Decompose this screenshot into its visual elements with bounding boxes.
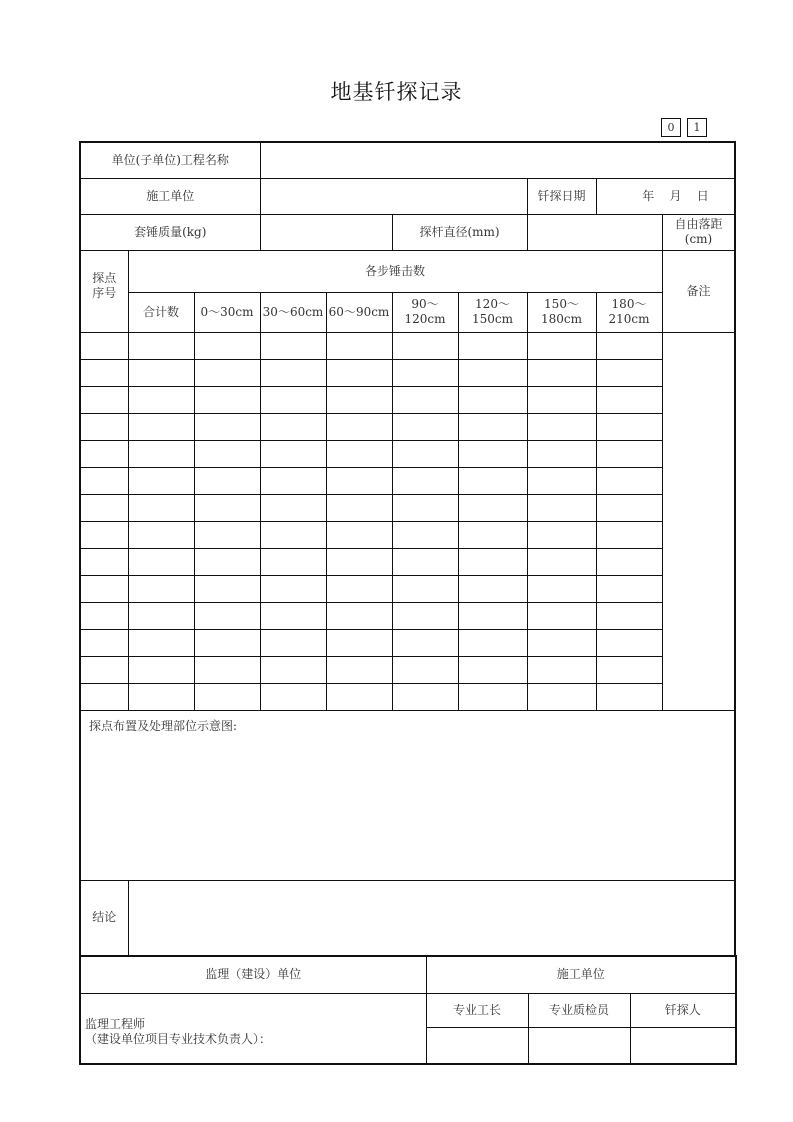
remark-field[interactable] [662, 332, 735, 710]
form-code-digit: 0 [661, 118, 681, 137]
table-row [80, 575, 735, 602]
table-row [80, 386, 735, 413]
column-header [194, 292, 260, 332]
column-header [326, 292, 392, 332]
blow-count-cell[interactable] [596, 467, 662, 494]
blow-count-cell[interactable] [458, 521, 527, 548]
blow-count-cell[interactable] [458, 440, 527, 467]
point-no-cell[interactable] [80, 386, 128, 413]
blow-count-cell[interactable] [260, 548, 326, 575]
blow-count-cell[interactable] [128, 440, 194, 467]
blows-group-header: 各步锤击数 [128, 250, 662, 292]
column-header-line2: 150cm [471, 312, 513, 326]
data-rows [80, 332, 735, 710]
blow-count-cell[interactable] [527, 629, 596, 656]
blow-count-cell[interactable] [260, 413, 326, 440]
column-header-line2: 180cm [540, 312, 582, 326]
blow-count-cell[interactable] [596, 386, 662, 413]
form-code-digit: 1 [687, 118, 707, 137]
blow-count-cell[interactable] [194, 494, 260, 521]
blow-count-cell[interactable] [194, 548, 260, 575]
blow-count-cell[interactable] [194, 683, 260, 710]
blow-count-cell[interactable] [260, 332, 326, 359]
date-year: 年 [642, 188, 655, 203]
date-month: 月 [669, 188, 682, 203]
blow-count-cell[interactable] [128, 548, 194, 575]
blow-count-cell[interactable] [326, 629, 392, 656]
blow-count-cell[interactable] [194, 467, 260, 494]
blow-count-cell[interactable] [128, 602, 194, 629]
supervisor-subtitle: （建设单位项目专业技术负责人）： [85, 1032, 272, 1047]
blow-count-cell[interactable] [458, 413, 527, 440]
point-no-header [80, 250, 128, 332]
column-header-line2: 210cm [608, 312, 650, 326]
blow-count-cell[interactable] [128, 413, 194, 440]
blow-count-cell[interactable] [194, 656, 260, 683]
blow-count-cell[interactable] [260, 602, 326, 629]
point-no-cell[interactable] [80, 359, 128, 386]
point-no-cell[interactable] [80, 629, 128, 656]
table-row [80, 683, 735, 710]
blow-count-cell[interactable] [458, 683, 527, 710]
blow-count-cell[interactable] [194, 440, 260, 467]
blow-count-cell[interactable] [260, 386, 326, 413]
blow-count-cell[interactable] [527, 386, 596, 413]
blow-count-cell[interactable] [527, 413, 596, 440]
blow-count-cell[interactable] [527, 440, 596, 467]
blow-count-cell[interactable] [260, 629, 326, 656]
blow-count-cell[interactable] [392, 683, 458, 710]
table-row [80, 440, 735, 467]
blow-count-cell[interactable] [392, 413, 458, 440]
blow-count-cell[interactable] [458, 629, 527, 656]
date-day: 日 [696, 188, 709, 203]
supervisor-title: 监理工程师 [85, 1017, 146, 1032]
blow-count-cell[interactable] [392, 656, 458, 683]
column-header-line1: 150～ [544, 297, 579, 311]
blow-count-cell[interactable] [527, 575, 596, 602]
blow-count-cell[interactable] [326, 521, 392, 548]
prober-label: 钎探人 [630, 994, 736, 1028]
column-header-line1: 180～ [611, 297, 647, 311]
blow-count-cell[interactable] [527, 683, 596, 710]
blow-count-cell[interactable] [596, 683, 662, 710]
column-header-line1: 0～30cm [200, 304, 254, 319]
project-name-label: 单位(子单位)工程名称 [80, 142, 260, 178]
table-row [80, 467, 735, 494]
blow-count-cell[interactable] [596, 521, 662, 548]
blow-count-cell[interactable] [128, 494, 194, 521]
blow-count-cell[interactable] [392, 386, 458, 413]
column-header [128, 292, 194, 332]
table-row [80, 413, 735, 440]
column-header-line1: 120～ [475, 297, 510, 311]
blow-count-cell[interactable] [260, 656, 326, 683]
blow-count-cell[interactable] [128, 467, 194, 494]
diagram-label: 探点布置及处理部位示意图: [89, 718, 238, 733]
blow-count-cell[interactable] [326, 656, 392, 683]
point-no-cell[interactable] [80, 656, 128, 683]
signature-table [79, 955, 737, 1065]
supervision-unit-label: 监理（建设）单位 [80, 956, 426, 994]
blow-count-cell[interactable] [596, 629, 662, 656]
point-no-label-wrap [91, 271, 117, 301]
blow-count-cell[interactable] [596, 413, 662, 440]
point-no-cell[interactable] [80, 467, 128, 494]
column-header [596, 292, 662, 332]
blow-count-cell[interactable] [326, 548, 392, 575]
blow-count-cell[interactable] [260, 440, 326, 467]
probe-date-label: 钎探日期 [527, 178, 596, 214]
blow-count-cell[interactable] [527, 548, 596, 575]
blow-count-cell[interactable] [326, 440, 392, 467]
conclusion-field[interactable] [128, 880, 735, 956]
blow-count-cell[interactable] [128, 386, 194, 413]
column-header [392, 292, 458, 332]
free-fall-label: 自由落距(cm) [662, 214, 735, 250]
point-no-cell[interactable] [80, 548, 128, 575]
blow-count-cell[interactable] [458, 359, 527, 386]
blow-count-cell[interactable] [527, 656, 596, 683]
blow-count-cell[interactable] [326, 602, 392, 629]
blow-count-cell[interactable] [128, 575, 194, 602]
blow-count-cell[interactable] [596, 656, 662, 683]
blow-count-cell[interactable] [596, 602, 662, 629]
construction-unit-sign-label: 施工单位 [426, 956, 736, 994]
blow-count-cell[interactable] [194, 359, 260, 386]
table-row [80, 521, 735, 548]
blow-count-cell[interactable] [326, 575, 392, 602]
table-row [80, 332, 735, 359]
blow-count-cell[interactable] [458, 386, 527, 413]
blow-count-cell[interactable] [326, 413, 392, 440]
point-no-cell[interactable] [80, 521, 128, 548]
blow-count-cell[interactable] [458, 602, 527, 629]
construction-unit-label: 施工单位 [80, 178, 260, 214]
blow-count-cell[interactable] [596, 575, 662, 602]
table-row [80, 629, 735, 656]
blow-count-cell[interactable] [527, 494, 596, 521]
blow-count-cell[interactable] [392, 359, 458, 386]
blow-count-cell[interactable] [596, 494, 662, 521]
blow-count-cell[interactable] [527, 521, 596, 548]
blow-count-cell[interactable] [128, 521, 194, 548]
column-header-line1: 30～60cm [262, 304, 324, 319]
blow-count-cell[interactable] [326, 332, 392, 359]
blow-count-cell[interactable] [260, 521, 326, 548]
blow-count-cell[interactable] [128, 629, 194, 656]
document-title: 地基钎探记录 [330, 80, 463, 104]
remark-header: 备注 [662, 250, 735, 332]
blow-count-cell[interactable] [527, 359, 596, 386]
blow-count-cell[interactable] [326, 494, 392, 521]
blow-count-cell[interactable] [260, 494, 326, 521]
blow-count-cell[interactable] [194, 521, 260, 548]
blow-count-cell[interactable] [260, 575, 326, 602]
blow-count-cell[interactable] [194, 629, 260, 656]
blow-count-cell[interactable] [194, 602, 260, 629]
diagram-area[interactable] [80, 710, 735, 880]
blow-count-cell[interactable] [128, 656, 194, 683]
table-row [80, 548, 735, 575]
blow-count-cell[interactable] [596, 548, 662, 575]
blow-count-cell[interactable] [194, 575, 260, 602]
probe-date-field[interactable] [596, 178, 735, 214]
blow-count-cell[interactable] [392, 575, 458, 602]
rod-diameter-label: 探杆直径(mm) [392, 214, 527, 250]
blow-count-cell[interactable] [392, 548, 458, 575]
inspector-label: 专业质检员 [528, 994, 630, 1028]
point-no-cell[interactable] [80, 494, 128, 521]
column-header-row [80, 292, 735, 332]
foreman-label: 专业工长 [426, 994, 528, 1028]
column-header-line1: 90～120cm [404, 297, 446, 326]
prober-signature-field[interactable] [630, 1028, 736, 1064]
blow-count-cell[interactable] [392, 494, 458, 521]
blow-count-cell[interactable] [596, 359, 662, 386]
blow-count-cell[interactable] [458, 656, 527, 683]
blow-count-cell[interactable] [596, 332, 662, 359]
blow-count-cell[interactable] [392, 440, 458, 467]
point-no-label: 探点序号 [92, 271, 117, 300]
point-no-cell[interactable] [80, 575, 128, 602]
blow-count-cell[interactable] [326, 386, 392, 413]
column-header [458, 292, 527, 332]
point-no-cell[interactable] [80, 440, 128, 467]
point-no-cell[interactable] [80, 602, 128, 629]
table-row [80, 602, 735, 629]
blow-count-cell[interactable] [128, 359, 194, 386]
blow-count-cell[interactable] [596, 440, 662, 467]
blow-count-cell[interactable] [194, 332, 260, 359]
table-row [80, 494, 735, 521]
blow-count-cell[interactable] [458, 494, 527, 521]
blow-count-cell[interactable] [458, 332, 527, 359]
blow-count-cell[interactable] [527, 332, 596, 359]
supervisor-signature-area[interactable] [80, 994, 426, 1064]
table-row [80, 656, 735, 683]
blow-count-cell[interactable] [458, 548, 527, 575]
hammer-mass-field[interactable] [260, 214, 392, 250]
blow-count-cell[interactable] [458, 575, 527, 602]
column-header [260, 292, 326, 332]
blow-count-cell[interactable] [392, 602, 458, 629]
blow-count-cell[interactable] [392, 467, 458, 494]
column-header-line1: 60～90cm [328, 304, 390, 319]
blow-count-cell[interactable] [458, 467, 527, 494]
blow-count-cell[interactable] [527, 602, 596, 629]
blow-count-cell[interactable] [326, 467, 392, 494]
blow-count-cell[interactable] [392, 629, 458, 656]
blow-count-cell[interactable] [194, 413, 260, 440]
foreman-signature-field[interactable] [426, 1028, 528, 1064]
blow-count-cell[interactable] [392, 332, 458, 359]
point-no-cell[interactable] [80, 683, 128, 710]
point-no-split [91, 271, 117, 301]
blow-count-cell[interactable] [326, 683, 392, 710]
form-code [661, 118, 707, 137]
hammer-mass-label: 套锤质量(kg) [80, 214, 260, 250]
blow-count-cell[interactable] [326, 359, 392, 386]
probe-record-table [79, 141, 736, 957]
point-no-line2 [92, 286, 116, 300]
blow-count-cell[interactable] [128, 332, 194, 359]
conclusion-label: 结论 [80, 880, 128, 956]
blow-count-cell[interactable] [260, 359, 326, 386]
column-header-line1: 合计数 [142, 304, 179, 319]
blow-count-cell[interactable] [527, 467, 596, 494]
column-header [527, 292, 596, 332]
blow-count-cell[interactable] [194, 386, 260, 413]
point-no-cell[interactable] [80, 413, 128, 440]
construction-unit-field[interactable] [260, 178, 527, 214]
rod-diameter-field[interactable] [527, 214, 662, 250]
blow-count-cell[interactable] [260, 467, 326, 494]
point-no-cell[interactable] [80, 332, 128, 359]
inspector-signature-field[interactable] [528, 1028, 630, 1064]
blow-count-cell[interactable] [260, 683, 326, 710]
point-no-line1 [92, 271, 116, 285]
blow-count-cell[interactable] [392, 521, 458, 548]
table-row [80, 359, 735, 386]
project-name-field[interactable] [260, 142, 735, 178]
blow-count-cell[interactable] [128, 683, 194, 710]
